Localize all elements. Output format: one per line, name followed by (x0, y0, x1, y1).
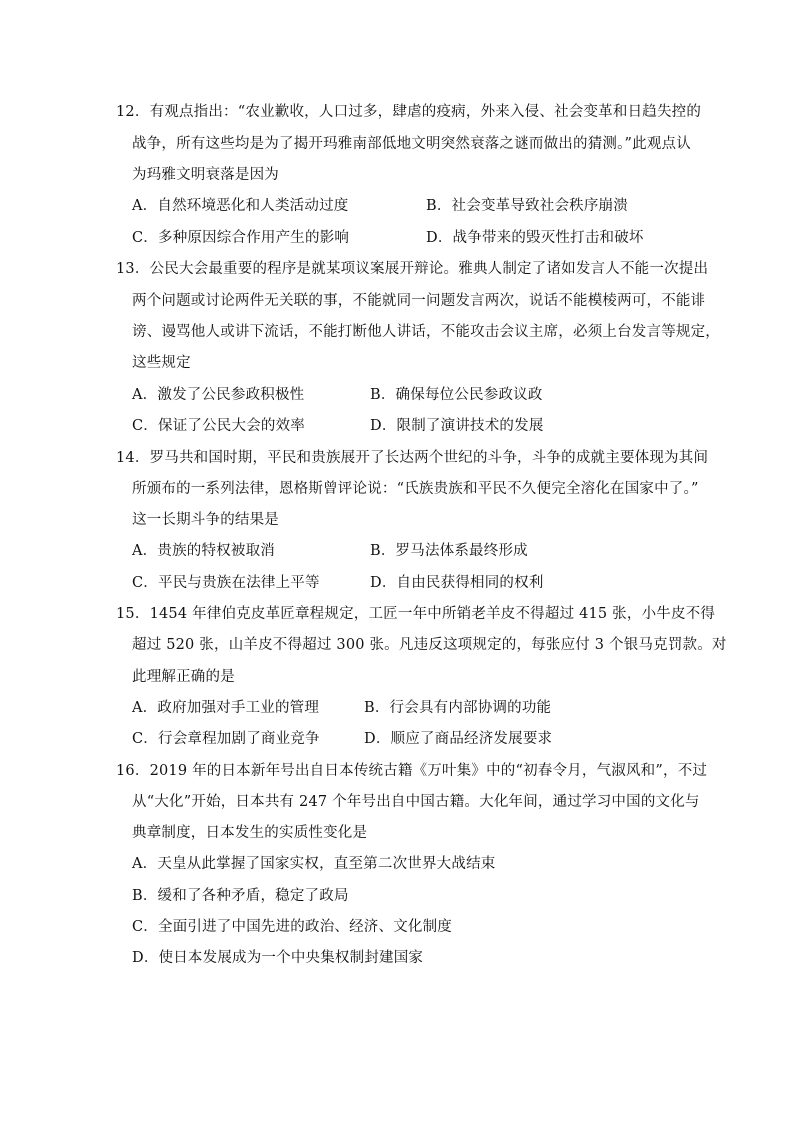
option-b: B．行会具有内部协调的功能 (364, 700, 552, 716)
option-c: C．行会章程加剧了商业竞争 (132, 731, 320, 747)
stem-text: 1454 年律伯克皮革匠章程规定，工匠一年中所销老羊皮不得超过 415 张，小牛皮不得 (149, 606, 716, 622)
option-c: C．全面引进了中国先进的政治、经济、文化制度 (132, 919, 452, 935)
option-c: C．平民与贵族在法律上平等 (132, 575, 320, 591)
question-15-stem-line-3: 此理解正确的是 (132, 669, 235, 685)
question-number: 16． (116, 763, 150, 779)
question-14-stem-line-2: 所颁布的一系列法律，恩格斯曾评论说：“氏族贵族和平民不久便完全溶化在国家中了。” (132, 481, 699, 497)
option-a: A．贵族的特权被取消 (132, 543, 275, 559)
option-a: A．天皇从此掌握了国家实权，直至第二次世界大战结束 (132, 856, 496, 872)
option-d: D．自由民获得相同的权利 (370, 575, 544, 591)
question-12-stem-line-2: 战争，所有这些均是为了揭开玛雅南部低地文明突然衰落之谜而做出的猜测。”此观点认 (132, 136, 691, 152)
question-12-stem-line-1 (116, 102, 702, 122)
option-d: D．使日本发展成为一个中央集权制封建国家 (132, 950, 424, 966)
option-d: D．限制了演讲技术的发展 (370, 418, 544, 434)
stem-text: 有观点指出：“农业歉收，人口过多，肆虐的疫病，外来入侵、社会变革和日趋失控的 (149, 104, 702, 120)
option-c: C．多种原因综合作用产生的影响 (132, 230, 350, 246)
question-number: 13． (116, 261, 150, 277)
question-number: 12． (116, 104, 150, 120)
stem-text: 2019 年的日本新年号出自日本传统古籍《万叶集》中的“初春令月，气淑风和”，不过 (149, 763, 708, 779)
question-12-stem-line-3: 为玛雅文明衰落是因为 (132, 167, 279, 183)
question-15-stem-line-2: 超过 520 张，山羊皮不得超过 300 张。凡违反这项规定的，每张应付 3 个银马克罚款。对 (132, 637, 727, 653)
option-d: D．战争带来的毁灭性打击和破坏 (426, 230, 644, 246)
question-13-stem-line-3: 谤、谩骂他人或讲下流话，不能打断他人讲话，不能攻击会议主席，必须上台发言等规定， (132, 324, 720, 340)
question-number: 14． (116, 450, 150, 466)
option-d: D．顺应了商品经济发展要求 (364, 731, 553, 747)
option-a: A．激发了公民参政积极性 (132, 387, 305, 403)
question-16-stem-line-3: 典章制度，日本发生的实质性变化是 (132, 825, 368, 841)
question-13-stem-line-2: 两个问题或讨论两件无关联的事，不能就同一问题发言两次，说话不能模棱两可，不能诽 (132, 293, 706, 309)
question-13-stem-line-1 (116, 259, 709, 279)
question-16-stem-line-1 (116, 761, 708, 781)
stem-text: 公民大会最重要的程序是就某项议案展开辩论。雅典人制定了诸如发言人不能一次提出 (149, 261, 709, 277)
question-15-stem-line-1 (116, 604, 716, 624)
option-a: A．政府加强对手工业的管理 (132, 700, 320, 716)
question-14-stem-line-3: 这一长期斗争的结果是 (132, 512, 279, 528)
question-16-stem-line-2: 从“大化”开始，日本共有 247 个年号出自中国古籍。大化年间，通过学习中国的文化与 (132, 794, 700, 810)
option-c: C．保证了公民大会的效率 (132, 418, 305, 434)
stem-text: 罗马共和国时期，平民和贵族展开了长达两个世纪的斗争，斗争的成就主要体现为其间 (149, 450, 709, 466)
option-b: B．社会变革导致社会秩序崩溃 (426, 198, 628, 214)
option-b: B．罗马法体系最终形成 (370, 543, 528, 559)
question-14-stem-line-1 (116, 448, 709, 468)
option-a: A．自然环境恶化和人类活动过度 (132, 198, 349, 214)
option-b: B．缓和了各种矛盾，稳定了政局 (132, 888, 349, 904)
question-13-stem-line-4: 这些规定 (132, 355, 191, 371)
option-b: B．确保每位公民参政议政 (370, 387, 543, 403)
question-number: 15． (116, 606, 150, 622)
